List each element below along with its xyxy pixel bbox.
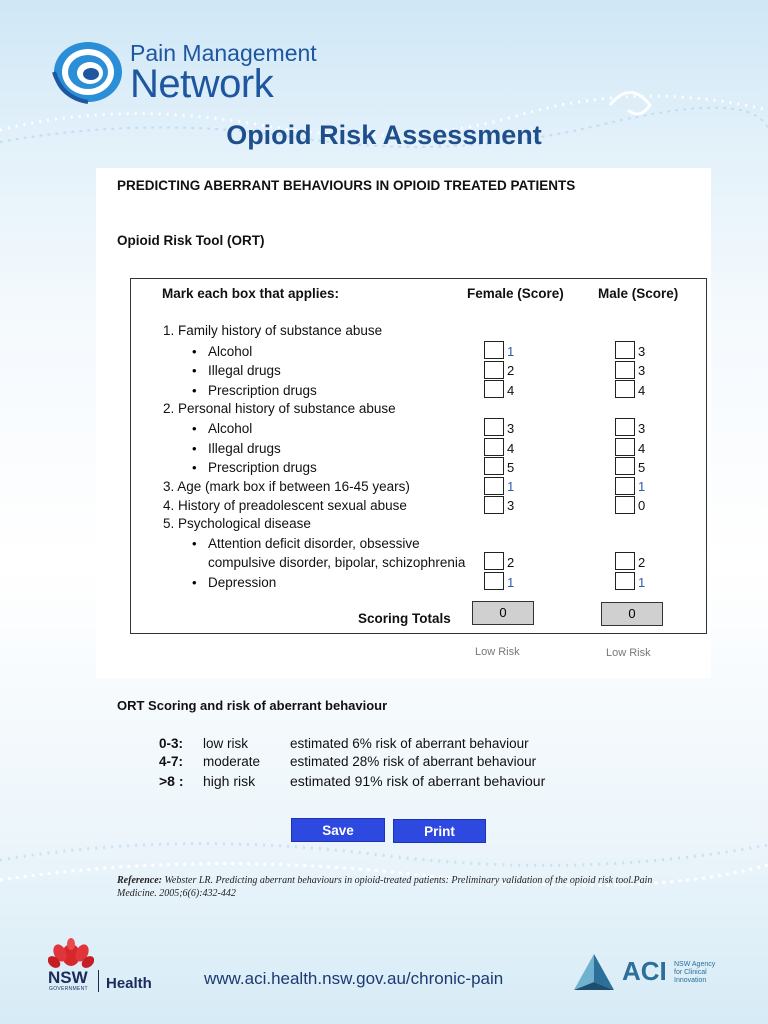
male-score-value: 3 — [638, 344, 646, 359]
male-checkbox-family-alcohol[interactable] — [615, 341, 635, 359]
bullet: • — [192, 421, 197, 436]
scoring-legend-title: ORT Scoring and risk of aberrant behaviour — [117, 698, 388, 713]
male-score-value: 4 — [638, 441, 646, 456]
spiral-logo-icon — [50, 38, 126, 106]
scoring-level: moderate — [203, 754, 261, 769]
aci-text: ACI — [622, 956, 667, 986]
male-score-header: Male (Score) — [598, 286, 679, 301]
female-score-value: 4 — [507, 441, 515, 456]
item-add-ocd-line2: compulsive disorder, bipolar, schizophrenia — [208, 555, 466, 570]
female-score-value: 1 — [507, 479, 515, 494]
male-score-value: 1 — [638, 479, 646, 494]
section-family-history: 1. Family history of substance abuse — [163, 323, 383, 338]
logo-divider — [98, 970, 99, 992]
bullet: • — [192, 575, 197, 590]
male-score-value: 3 — [638, 363, 646, 378]
scoring-level: high risk — [203, 773, 256, 789]
female-checkbox-family-prescription[interactable] — [484, 380, 504, 398]
reference-text: Webster LR. Predicting aberrant behaviours in opioid-treated patients: Preliminary validation of the opioid risk tool.Pain Medicine. 2005;6(6):432-442 — [117, 875, 653, 899]
section-heading: PREDICTING ABERRANT BEHAVIOURS IN OPIOID TREATED PATIENTS — [117, 178, 576, 193]
male-checkbox-add-ocd[interactable] — [615, 552, 635, 570]
scoring-range: 0-3: — [159, 736, 184, 751]
nsw-text: NSW — [48, 968, 88, 987]
section-age: 3. Age (mark box if between 16-45 years) — [163, 479, 410, 494]
male-checkbox-personal-alcohol[interactable] — [615, 418, 635, 436]
scoring-description: estimated 6% risk of aberrant behaviour — [290, 736, 529, 751]
health-text: Health — [106, 975, 152, 992]
item-prescription-drugs-family: Prescription drugs — [208, 383, 317, 398]
scoring-range: 4-7: — [159, 754, 184, 769]
item-add-ocd-line1: Attention deficit disorder, obsessive — [208, 536, 420, 551]
female-total-field: 0 — [472, 601, 534, 625]
female-checkbox-personal-prescription[interactable] — [484, 457, 504, 475]
item-alcohol-family: Alcohol — [208, 344, 253, 359]
aci-sub-line: Innovation — [674, 977, 707, 984]
item-illegal-drugs-personal: Illegal drugs — [208, 441, 281, 456]
scoring-level: low risk — [203, 736, 249, 751]
male-score-value: 5 — [638, 460, 646, 475]
male-checkbox-family-illegal[interactable] — [615, 361, 635, 379]
form-instruction: Mark each box that applies: — [162, 286, 340, 301]
bullet: • — [192, 536, 197, 551]
tool-subheading: Opioid Risk Tool (ORT) — [117, 233, 265, 248]
section-personal-history: 2. Personal history of substance abuse — [163, 401, 396, 416]
government-text: GOVERNMENT — [49, 986, 88, 992]
female-checkbox-personal-illegal[interactable] — [484, 438, 504, 456]
male-checkbox-age[interactable] — [615, 477, 635, 495]
male-total-field: 0 — [601, 602, 663, 626]
scoring-description: estimated 91% risk of aberrant behaviour — [290, 773, 546, 789]
bullet: • — [192, 441, 197, 456]
item-prescription-drugs-personal: Prescription drugs — [208, 460, 317, 475]
male-checkbox-personal-illegal[interactable] — [615, 438, 635, 456]
male-score-value: 3 — [638, 421, 646, 436]
female-score-value: 5 — [507, 460, 515, 475]
female-score-value: 4 — [507, 383, 515, 398]
aci-sub-line: NSW Agency — [674, 961, 716, 968]
aci-logo — [572, 950, 732, 996]
bullet: • — [192, 363, 197, 378]
female-score-value: 2 — [507, 555, 515, 570]
footer-url[interactable]: www.aci.health.nsw.gov.au/chronic-pain — [204, 969, 504, 988]
page-title: Opioid Risk Assessment — [226, 120, 542, 150]
female-score-value: 1 — [507, 344, 515, 359]
bullet: • — [192, 344, 197, 359]
aci-pyramid-icon — [572, 952, 616, 994]
waratah-flower-icon — [48, 938, 94, 972]
male-score-value: 4 — [638, 383, 646, 398]
scoring-totals-label: Scoring Totals — [358, 611, 451, 626]
scoring-description: estimated 28% risk of aberrant behaviour — [290, 754, 537, 769]
female-score-value: 2 — [507, 363, 515, 378]
female-checkbox-age[interactable] — [484, 477, 504, 495]
female-checkbox-personal-alcohol[interactable] — [484, 418, 504, 436]
female-checkbox-preadolescent-abuse[interactable] — [484, 496, 504, 514]
nsw-health-logo — [46, 938, 166, 998]
female-score-header: Female (Score) — [467, 286, 564, 301]
female-checkbox-add-ocd[interactable] — [484, 552, 504, 570]
female-score-value: 3 — [507, 421, 515, 436]
scoring-range: >8 : — [159, 773, 184, 789]
male-checkbox-family-prescription[interactable] — [615, 380, 635, 398]
male-checkbox-depression[interactable] — [615, 572, 635, 590]
section-psychological-disease: 5. Psychological disease — [163, 516, 311, 531]
print-button[interactable]: Print — [393, 819, 486, 843]
male-score-value: 2 — [638, 555, 646, 570]
item-depression: Depression — [208, 575, 277, 590]
female-checkbox-family-alcohol[interactable] — [484, 341, 504, 359]
female-score-value: 1 — [507, 575, 515, 590]
female-score-value: 3 — [507, 498, 515, 513]
male-score-value: 1 — [638, 575, 646, 590]
reference-label: Reference: — [117, 875, 162, 886]
save-button[interactable]: Save — [291, 818, 385, 842]
male-checkbox-personal-prescription[interactable] — [615, 457, 635, 475]
item-alcohol-personal: Alcohol — [208, 421, 253, 436]
reference-citation — [117, 874, 677, 900]
aci-agency-text — [674, 961, 715, 985]
bullet: • — [192, 460, 197, 475]
section-preadolescent-abuse: 4. History of preadolescent sexual abuse — [163, 498, 407, 513]
female-checkbox-family-illegal[interactable] — [484, 361, 504, 379]
female-risk-label: Low Risk — [475, 646, 520, 658]
female-checkbox-depression[interactable] — [484, 572, 504, 590]
aci-sub-line: for Clinical — [674, 969, 707, 976]
male-score-value: 0 — [638, 498, 646, 513]
bullet: • — [192, 383, 197, 398]
male-risk-label: Low Risk — [606, 647, 651, 659]
male-checkbox-preadolescent-abuse[interactable] — [615, 496, 635, 514]
item-illegal-drugs-family: Illegal drugs — [208, 363, 281, 378]
pain-management-network-logo — [50, 38, 320, 108]
logo-text-pain-management: Pain Management — [130, 40, 317, 66]
logo-text-network: Network — [130, 62, 274, 106]
